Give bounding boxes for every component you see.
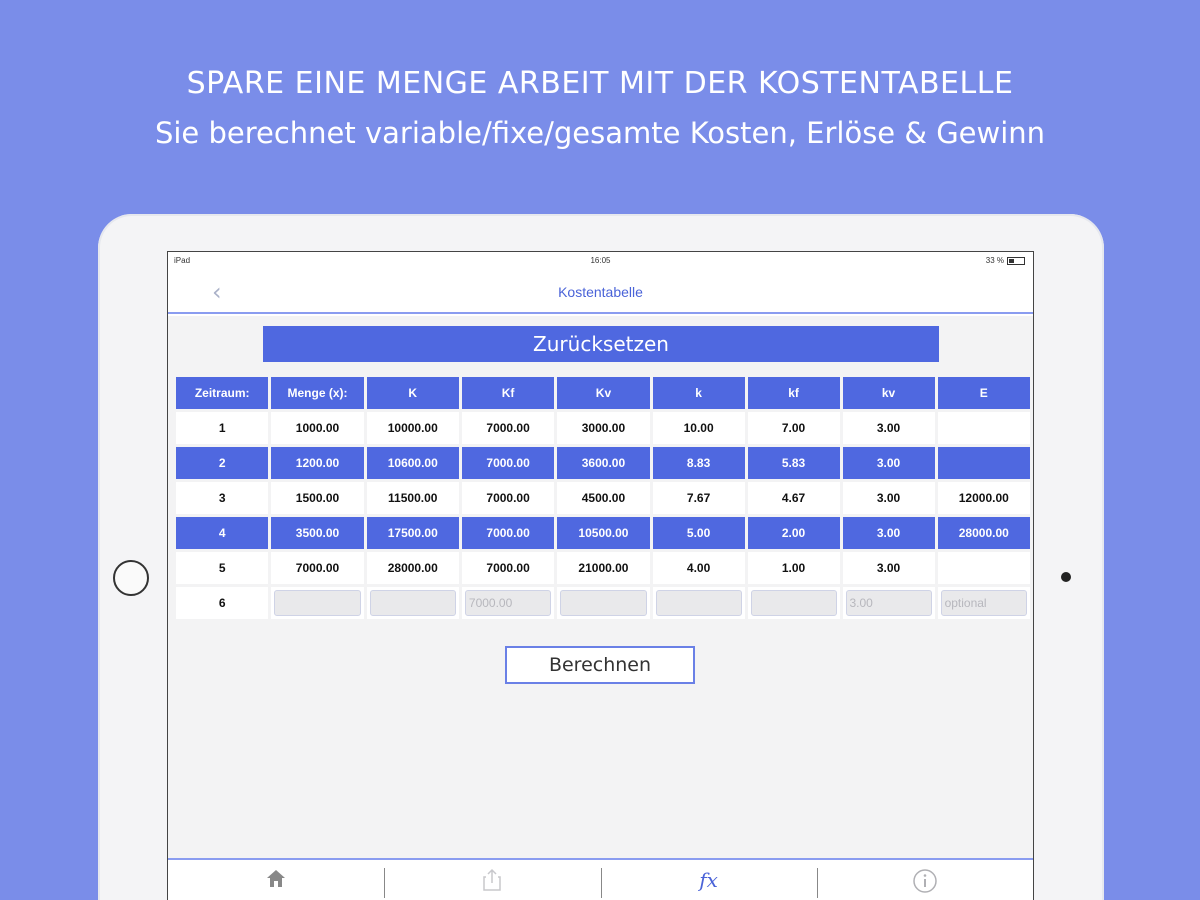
- battery-icon: [1007, 257, 1025, 265]
- column-header: Kf: [462, 377, 554, 409]
- fixed-cost-input[interactable]: 7000.00: [465, 590, 551, 616]
- table-cell: 7000.00: [462, 482, 554, 514]
- home-icon-glyph: [265, 868, 287, 888]
- input-cell: [653, 587, 745, 619]
- unit-variable-cost-input[interactable]: 3.00: [846, 590, 932, 616]
- info-icon-glyph: [912, 868, 938, 894]
- navigation-bar: [168, 270, 1033, 314]
- cost-table: [173, 374, 1033, 622]
- table-cell: 8.83: [653, 447, 745, 479]
- table-cell: 4: [176, 517, 268, 549]
- page-title: Kostentabelle: [558, 284, 643, 300]
- promo-headline: SPARE EINE MENGE ARBEIT MIT DER KOSTENTABELLE: [186, 66, 1014, 101]
- home-icon[interactable]: [168, 860, 384, 900]
- table-cell: [938, 447, 1030, 479]
- table-cell: 7000.00: [462, 552, 554, 584]
- input-cell: [367, 587, 459, 619]
- table-cell: [938, 412, 1030, 444]
- tab-bar: [168, 858, 1033, 900]
- promo-subline: Sie berechnet variable/fixe/gesamte Kosten, Erlöse & Gewinn: [154, 116, 1046, 150]
- table-cell: 7000.00: [462, 517, 554, 549]
- status-bar: [168, 252, 1033, 270]
- column-header: K: [367, 377, 459, 409]
- table-header-row: [176, 377, 1030, 409]
- table-cell: 7.67: [653, 482, 745, 514]
- table-cell: 2.00: [748, 517, 840, 549]
- status-carrier: iPad: [174, 256, 191, 265]
- home-button: [113, 560, 149, 596]
- table-cell: 4.67: [748, 482, 840, 514]
- input-cell: [748, 587, 840, 619]
- column-header: k: [653, 377, 745, 409]
- input-cell: [271, 587, 363, 619]
- table-cell: 7000.00: [271, 552, 363, 584]
- table-cell: 10.00: [653, 412, 745, 444]
- table-cell: 28000.00: [938, 517, 1030, 549]
- input-cell: [462, 587, 554, 619]
- info-icon[interactable]: [817, 860, 1033, 900]
- table-cell: 17500.00: [367, 517, 459, 549]
- table-row: [176, 412, 1030, 444]
- table-cell: 1.00: [748, 552, 840, 584]
- input-cell: [843, 587, 935, 619]
- table-row: [176, 447, 1030, 479]
- table-cell: 1200.00: [271, 447, 363, 479]
- table-cell: 3500.00: [271, 517, 363, 549]
- table-row: [176, 517, 1030, 549]
- table-cell: 3.00: [843, 482, 935, 514]
- column-header: Zeitraum:: [176, 377, 268, 409]
- reset-button[interactable]: Zurücksetzen: [263, 326, 939, 362]
- variable-cost-input[interactable]: [560, 590, 646, 616]
- unit-cost-input[interactable]: [656, 590, 742, 616]
- table-row: [176, 552, 1030, 584]
- input-cell: [938, 587, 1030, 619]
- table-cell: 3000.00: [557, 412, 649, 444]
- column-header: Kv: [557, 377, 649, 409]
- column-header: Menge (x):: [271, 377, 363, 409]
- table-cell: 11500.00: [367, 482, 459, 514]
- table-cell: 1: [176, 412, 268, 444]
- quantity-input[interactable]: [274, 590, 360, 616]
- fx-icon[interactable]: fx: [601, 860, 817, 900]
- table-cell: 12000.00: [938, 482, 1030, 514]
- app-screen: [167, 251, 1034, 900]
- calculate-button[interactable]: Berechnen: [505, 646, 695, 684]
- table-cell: 3.00: [843, 412, 935, 444]
- share-icon-glyph: [481, 868, 503, 892]
- table-cell: 10600.00: [367, 447, 459, 479]
- table-cell: 7000.00: [462, 447, 554, 479]
- status-time: 16:05: [590, 256, 611, 265]
- table-cell: 28000.00: [367, 552, 459, 584]
- table-cell: 21000.00: [557, 552, 649, 584]
- column-header: kv: [843, 377, 935, 409]
- chevron-left-icon[interactable]: ‹: [212, 278, 222, 306]
- unit-fixed-cost-input[interactable]: [751, 590, 837, 616]
- table-cell: 5.00: [653, 517, 745, 549]
- table-cell: 5: [176, 552, 268, 584]
- table-cell: [938, 552, 1030, 584]
- total-cost-input[interactable]: [370, 590, 456, 616]
- input-cell: [557, 587, 649, 619]
- table-cell: 2: [176, 447, 268, 479]
- main-content: [168, 316, 1033, 858]
- column-header: E: [938, 377, 1030, 409]
- table-cell: 10000.00: [367, 412, 459, 444]
- table-cell: 3.00: [843, 517, 935, 549]
- table-cell: 5.83: [748, 447, 840, 479]
- share-icon[interactable]: [384, 860, 600, 900]
- table-cell: 3.00: [843, 447, 935, 479]
- camera-dot: [1061, 572, 1071, 582]
- table-cell: 4.00: [653, 552, 745, 584]
- revenue-input[interactable]: optional: [941, 590, 1027, 616]
- status-right: [986, 256, 1025, 265]
- input-row: [176, 587, 1030, 619]
- table-cell: 4500.00: [557, 482, 649, 514]
- table-row: [176, 482, 1030, 514]
- period-cell: 6: [176, 587, 268, 619]
- table-cell: 3.00: [843, 552, 935, 584]
- table-cell: 1000.00: [271, 412, 363, 444]
- table-cell: 7000.00: [462, 412, 554, 444]
- table-cell: 7.00: [748, 412, 840, 444]
- table-cell: 1500.00: [271, 482, 363, 514]
- table-cell: 3: [176, 482, 268, 514]
- battery-percent: 33 %: [985, 256, 1004, 265]
- table-cell: 3600.00: [557, 447, 649, 479]
- table-cell: 10500.00: [557, 517, 649, 549]
- column-header: kf: [748, 377, 840, 409]
